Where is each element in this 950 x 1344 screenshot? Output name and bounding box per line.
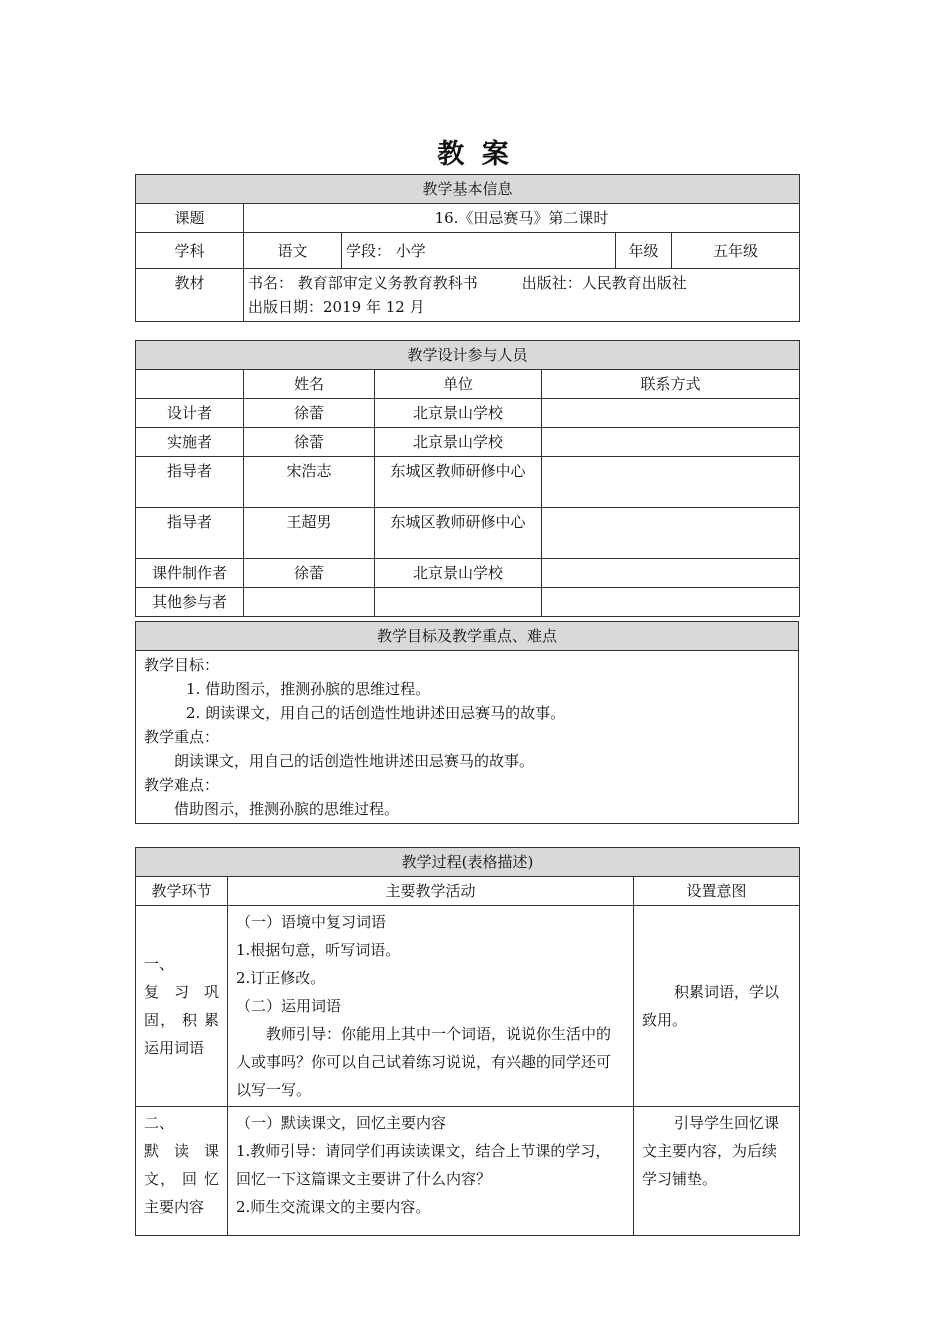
difficulty-label: 教学难点：	[144, 776, 220, 794]
process-intent-1: 积累词语，学以致用。	[634, 906, 800, 1107]
staff-name	[244, 588, 375, 617]
stage-name: 文， 回 忆	[144, 1170, 219, 1188]
staff-role: 其他参与者	[136, 588, 244, 617]
grade-label: 年级	[616, 233, 672, 269]
stage-name: 复 习 巩	[144, 983, 219, 1001]
goals-table	[135, 621, 799, 824]
activity-line: 1.根据句意，听写词语。	[236, 941, 401, 959]
material-info	[244, 269, 800, 322]
staff-col-unit: 单位	[375, 370, 542, 399]
material-label: 教材	[136, 269, 244, 322]
staff-contact	[542, 428, 800, 457]
staff-contact	[542, 508, 800, 559]
grade-value: 五年级	[672, 233, 800, 269]
goals-header: 教学目标及教学重点、难点	[136, 622, 799, 651]
staff-col-contact: 联系方式	[542, 370, 800, 399]
basic-info-header: 教学基本信息	[136, 175, 800, 204]
stage-value: 学段： 小学	[342, 233, 616, 269]
page-title: 教 案	[437, 139, 513, 170]
activity-line: （一）语境中复习词语	[236, 913, 387, 931]
staff-contact	[542, 559, 800, 588]
table-row	[136, 399, 800, 428]
process-intent-2: 引导学生回忆课文主要内容，为后续学习铺垫。	[634, 1107, 800, 1236]
book-name: 书名： 教育部审定义务教育教科书	[248, 274, 478, 292]
staff-unit: 北京景山学校	[375, 559, 542, 588]
basic-info-table	[135, 174, 800, 322]
staff-unit: 东城区教师研修中心	[375, 457, 542, 508]
stage-name: 固， 积 累	[144, 1011, 219, 1029]
activity-line: 1.教师引导：请同学们再读读课文，结合上节课的学习，回忆一下这篇课文主要讲了什么内容？	[236, 1142, 611, 1188]
staff-role: 课件制作者	[136, 559, 244, 588]
staff-name: 徐蕾	[244, 399, 375, 428]
table-row	[136, 588, 800, 617]
staff-name: 徐蕾	[244, 428, 375, 457]
stage-number: 一、	[144, 955, 175, 973]
stage-name: 主要内容	[144, 1198, 205, 1216]
stage-name: 默 读 课	[144, 1142, 219, 1160]
staff-name: 王超男	[244, 508, 375, 559]
staff-header: 教学设计参与人员	[136, 341, 800, 370]
stage-name: 运用词语	[144, 1039, 205, 1057]
staff-contact	[542, 457, 800, 508]
difficulty-point: 借助图示，推测孙膑的思维过程。	[174, 800, 400, 818]
process-table	[135, 847, 800, 1236]
table-row	[136, 428, 800, 457]
staff-contact	[542, 588, 800, 617]
staff-unit: 北京景山学校	[375, 399, 542, 428]
process-header: 教学过程(表格描述)	[136, 848, 800, 877]
key-label: 教学重点：	[144, 728, 220, 746]
staff-role: 设计者	[136, 399, 244, 428]
publisher: 出版社：人民教育出版社	[521, 274, 687, 292]
subject-value: 语文	[244, 233, 342, 269]
staff-role: 指导者	[136, 508, 244, 559]
staff-role: 实施者	[136, 428, 244, 457]
process-activity-1	[228, 906, 634, 1107]
topic-value: 16.《田忌赛马》第二课时	[244, 204, 800, 233]
activity-line: 教师引导：你能用上其中一个词语，说说你生活中的人或事吗？你可以自己试着练习说说，有兴趣的同学还可以写一写。	[236, 1025, 612, 1099]
process-stage-1	[136, 906, 228, 1107]
process-col-intent: 设置意图	[634, 877, 800, 906]
staff-name: 徐蕾	[244, 559, 375, 588]
process-col-activity: 主要教学活动	[228, 877, 634, 906]
table-row	[136, 457, 800, 508]
staff-contact	[542, 399, 800, 428]
table-row	[136, 906, 800, 1107]
process-stage-2	[136, 1107, 228, 1236]
publish-date: 出版日期：2019 年 12 月	[248, 298, 425, 316]
process-col-stage: 教学环节	[136, 877, 228, 906]
activity-line: 2.订正修改。	[236, 969, 326, 987]
staff-table	[135, 340, 800, 617]
process-activity-2	[228, 1107, 634, 1236]
table-row	[136, 508, 800, 559]
key-point: 朗读课文，用自己的话创造性地讲述田忌赛马的故事。	[174, 752, 535, 770]
activity-line: （二）运用词语	[236, 997, 342, 1015]
activity-line: （一）默读课文，回忆主要内容	[236, 1114, 447, 1132]
staff-unit: 东城区教师研修中心	[375, 508, 542, 559]
activity-line: 2.师生交流课文的主要内容。	[236, 1198, 431, 1216]
goal-item: 2. 朗读课文，用自己的话创造性地讲述田忌赛马的故事。	[186, 704, 566, 722]
staff-col-blank	[136, 370, 244, 399]
subject-label: 学科	[136, 233, 244, 269]
topic-label: 课题	[136, 204, 244, 233]
table-row	[136, 559, 800, 588]
staff-unit	[375, 588, 542, 617]
stage-number: 二、	[144, 1114, 175, 1132]
goal-item: 1. 借助图示，推测孙膑的思维过程。	[186, 680, 431, 698]
staff-role: 指导者	[136, 457, 244, 508]
staff-col-name: 姓名	[244, 370, 375, 399]
staff-name: 宋浩志	[244, 457, 375, 508]
goal-label: 教学目标：	[144, 656, 220, 674]
table-row	[136, 1107, 800, 1236]
staff-unit: 北京景山学校	[375, 428, 542, 457]
goals-body	[136, 651, 799, 824]
